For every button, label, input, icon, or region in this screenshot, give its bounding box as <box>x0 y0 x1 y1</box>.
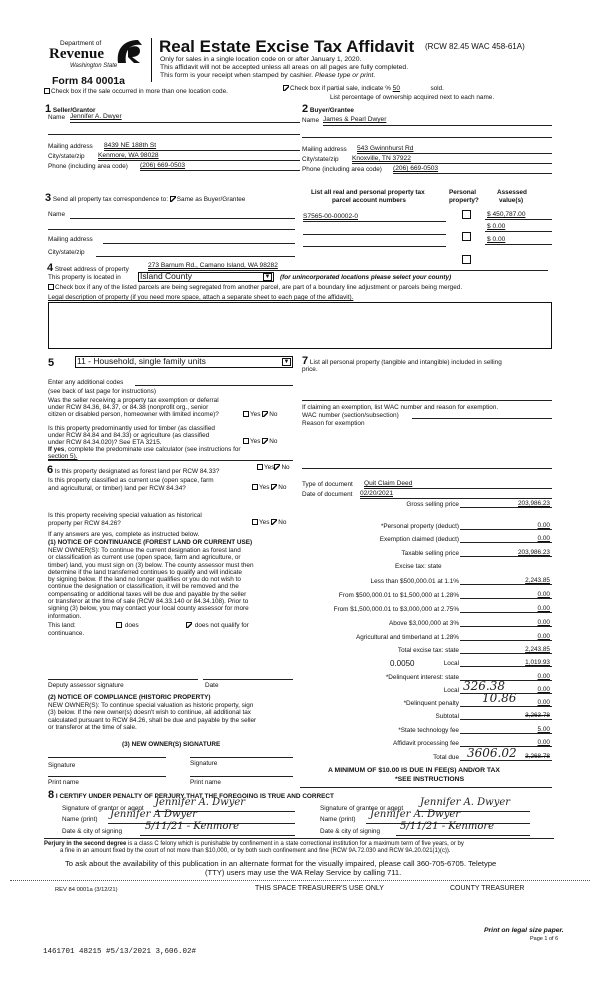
checkbox[interactable] <box>48 284 54 290</box>
handwritten-local-interest: 326.38 <box>463 679 505 693</box>
document-type-field[interactable]: Quit Claim Deed <box>364 480 413 487</box>
label: From $1,500,000.01 to $3,000,000 at 2.75% <box>333 605 459 613</box>
underline <box>48 134 300 135</box>
label: Deputy assessor signature <box>48 682 124 689</box>
partial-pct-field[interactable]: 50 <box>392 85 400 92</box>
label: No <box>278 519 287 526</box>
label: Check box if the sale occurred in more than one location code. <box>51 88 228 95</box>
correspondence-heading <box>45 192 245 205</box>
label: No <box>269 438 278 445</box>
underline <box>140 835 295 836</box>
label: Yes <box>259 519 270 526</box>
question: under RCW 84.36, 84.37, or 84.38 (nonprofit org., senior <box>48 404 209 411</box>
text-line: NEW OWNER(S): To continue the current designation as forest land <box>48 547 241 554</box>
partial-sale-check[interactable] <box>283 85 444 93</box>
tax-row-bracket-1 <box>300 576 552 585</box>
label: Name (print) <box>62 816 98 823</box>
use-code-value: 11 - Household, single family units <box>77 356 206 367</box>
minimum-notice: A MINIMUM OF $10.00 IS DUE IN FEE(S) AND/OR TAX <box>328 767 500 774</box>
buyer-city-field[interactable]: Knoxville, TN 37922 <box>352 155 411 162</box>
label: Mailing address <box>48 236 93 243</box>
seller-phone-field[interactable]: (206) 669-0503 <box>140 162 186 169</box>
tax-row-bracket-3 <box>300 604 552 613</box>
forest-question <box>47 464 219 477</box>
label: Name <box>48 211 66 218</box>
value[interactable]: 0.00 <box>460 673 552 681</box>
section-number: 6 <box>47 464 54 476</box>
buyer-phone-field[interactable]: (206) 669-0503 <box>393 165 439 172</box>
label: Same as Buyer/Grantee <box>176 196 246 203</box>
label: *Delinquent penalty <box>403 699 459 707</box>
text-line: timber) land, you must sign on (3) below. The county assessor must then <box>48 561 254 569</box>
ownership-note: List percentage of ownership acquired next to each name. <box>330 94 495 101</box>
label: Check box if any of the listed parcels are being segregated from another parcel, are part of a boundary line adjustment or parcels being merged. <box>55 284 463 291</box>
heading: Buyer/Grantee <box>309 107 354 114</box>
section-number: 3 <box>45 192 52 204</box>
underline <box>98 160 300 161</box>
label: If claiming an exemption, list WAC number and reason for exemption. <box>302 404 499 411</box>
chevron-down-icon[interactable]: ▼ <box>283 358 290 365</box>
label: This land: <box>48 622 76 629</box>
underline <box>364 488 552 489</box>
tax-row-local <box>300 658 552 667</box>
buyer-mail-field[interactable]: 543 Gwinnhurst Rd <box>357 145 414 152</box>
text-line: by signing below. If the land no longer qualifies or you do not wish to <box>48 576 241 584</box>
label: Less than $500,000.01 at 1.1% <box>370 577 459 585</box>
label: Yes <box>250 438 261 445</box>
instruction: If any answers are yes, complete as instructed below. <box>48 531 200 538</box>
label: This property is located in <box>48 274 121 281</box>
label: Name (print) <box>320 816 356 823</box>
text-line: determine if the land transferred continues to qualify and will indicate <box>48 568 242 576</box>
parcel-header: List all real and personal property tax <box>311 189 425 196</box>
street-address-field[interactable]: 273 Barnum Rd., Camano Island, WA 98282 <box>148 262 278 269</box>
local-rate: 0.0050 <box>390 659 415 668</box>
label: Taxable selling price <box>401 549 459 557</box>
new-owner-signature-field[interactable] <box>190 757 293 758</box>
underline <box>104 150 300 151</box>
label: Name <box>48 114 66 121</box>
use-code-select[interactable] <box>75 356 293 368</box>
label: Perjury in the second degree <box>44 841 127 847</box>
new-owner-print-field[interactable] <box>190 776 293 777</box>
legal-description-field[interactable] <box>48 302 552 349</box>
buyer-name-field[interactable]: James & Pearl Dwyer <box>323 116 387 123</box>
assessed-value-field[interactable]: $ 0.00 <box>487 236 506 243</box>
label: I CERTIFY UNDER PENALTY OF PERJURY THAT THE FOREGOING IS TRUE AND CORRECT <box>55 793 334 800</box>
value[interactable]: 0.00 <box>460 633 552 641</box>
tax-row-gross <box>300 499 552 508</box>
seller-city-field[interactable]: Kenmore, WA 98028 <box>98 152 159 159</box>
yes-checkbox[interactable] <box>252 519 258 525</box>
text-line: or classification as current use (open space, farm and agriculture, or <box>48 554 241 562</box>
cashier-stamp: 1461701 48215 #5/13/2021 3,606.02# <box>43 948 197 956</box>
handwritten-penalty: 10.86 <box>482 691 517 705</box>
personal-property-checkbox[interactable] <box>462 255 471 264</box>
assessed-header: Assessed <box>497 189 527 196</box>
underline <box>303 221 446 222</box>
grantee-signature-field[interactable]: Jennifer A. Dwyer <box>420 797 511 808</box>
logo-revenue: Revenue <box>49 46 104 62</box>
divider <box>300 787 552 788</box>
form-number: Form 84 0001a <box>52 75 125 87</box>
text-line: NEW OWNER(S): To continue special valuation as historic property, sign <box>48 702 254 709</box>
underline <box>70 122 300 123</box>
underline <box>396 835 530 836</box>
label: Affidavit processing fee <box>393 739 459 747</box>
label: Date & city of signing <box>62 828 123 835</box>
divider <box>44 838 554 839</box>
county-value: Island County <box>140 271 192 282</box>
underline <box>485 231 552 232</box>
see-instructions: *SEE INSTRUCTIONS <box>395 776 465 783</box>
label: *State technology fee <box>398 726 459 734</box>
question: Is this property predominantly used for timber (as classified <box>48 425 215 432</box>
notice-continuance-text <box>48 547 254 620</box>
street-label <box>47 262 129 275</box>
underline <box>323 125 552 126</box>
new-owner-signature-heading: (3) NEW OWNER(S) SIGNATURE <box>122 741 221 748</box>
value[interactable]: 0.00 <box>460 686 552 694</box>
label: Signature of grantee or agent <box>320 805 404 812</box>
text-line: signing (3) below, you may contact your local county assessor for more <box>48 605 249 613</box>
label: From $500,000.01 to $1,500,000 at 1.28% <box>338 591 459 599</box>
question: under RCW 84.34.020)? See ETA 3215. <box>48 439 162 446</box>
underline <box>140 170 300 171</box>
revision: REV 84 0001a (3/12/21) <box>55 887 118 893</box>
parcel-account-field[interactable] <box>303 234 446 235</box>
label: Name <box>302 117 320 124</box>
legal-description-label: Legal description of property (if you need more space, attach a separate sheet to each page of the affidavit). <box>48 294 354 301</box>
label: WAC number (section/subsection) <box>302 412 399 419</box>
label: Phone (including area code) <box>302 166 382 173</box>
value[interactable]: 203,986.23 <box>460 549 552 557</box>
checkbox[interactable] <box>44 88 50 94</box>
county-treasurer-label: COUNTY TREASURER <box>450 885 525 892</box>
label: does not qualify for <box>194 622 249 629</box>
text-line: compensating or additional taxes will be due and payable by the seller <box>48 590 247 598</box>
personal-property-label <box>302 355 502 368</box>
label: Above $3,000,000 at 3% <box>389 619 459 627</box>
alternate-format-notice: To ask about the availability of this publication in an alternate format for the visually impaired, please call 360-705-6705. Teletype <box>65 859 497 868</box>
label: No <box>281 464 290 471</box>
tax-row-bracket-2 <box>300 590 552 599</box>
tax-row-agricultural <box>300 632 552 641</box>
multi-location-check[interactable] <box>44 88 228 95</box>
logo-dept: Department of <box>60 40 102 47</box>
personal-property-checkbox[interactable] <box>462 210 471 219</box>
type-note: Please type or print. <box>314 72 376 79</box>
label: City/state/zip <box>48 153 85 160</box>
label: Exemption claimed (deduct) <box>379 535 459 543</box>
value[interactable]: 0.00 <box>460 699 552 707</box>
label: does <box>124 622 139 629</box>
value[interactable]: 0.00 <box>460 605 552 613</box>
question: property per RCW 84.26? <box>48 520 121 527</box>
personal-property-field[interactable] <box>302 400 552 401</box>
dotted-divider <box>10 880 590 881</box>
underline <box>48 229 295 230</box>
tax-row-tech-fee <box>300 725 552 734</box>
label: Phone (including area code) <box>48 163 128 170</box>
label: Total due <box>433 753 459 761</box>
label: Date & city of signing <box>320 828 381 835</box>
label: List all personal property (tangible and intangible) included in selling <box>309 359 502 366</box>
grantor-name-field[interactable]: Jennifer A Dwyer <box>110 809 197 820</box>
label: If yes <box>48 446 65 453</box>
chevron-down-icon[interactable]: ▼ <box>264 273 271 280</box>
grantor-date-city-field[interactable]: 5/11/21 - Kenmore <box>145 821 240 832</box>
underline <box>485 244 552 245</box>
label: , complete the predominate use calculator (see instructions for <box>64 446 241 453</box>
label: Type of document <box>302 481 353 488</box>
exemption-yes-no <box>243 411 277 418</box>
text-line: (3) below. If the new owner(s) doesn't wish to continue, all additional tax <box>48 709 251 717</box>
personal-header: Personal <box>449 189 476 196</box>
label: Check box if partial sale, indicate % <box>290 85 393 92</box>
parcel-account-field[interactable]: S7565-00-00002-0 <box>303 213 358 220</box>
label: price. <box>302 366 318 373</box>
text-line: or transferor at the time of sale. <box>48 723 137 731</box>
header-divider <box>151 38 152 82</box>
header-note-1: Only for sales in a single location code on or after January 1, 2020. <box>160 56 362 63</box>
assessed-value-field[interactable]: $ 450,787.00 <box>487 211 526 218</box>
label: Yes <box>259 484 270 491</box>
section-number: 1 <box>45 103 52 115</box>
tax-row-personal <box>300 521 552 530</box>
label: Local <box>443 659 459 667</box>
no-checkbox[interactable] <box>271 519 277 525</box>
no-checkbox[interactable] <box>262 411 268 417</box>
section-number: 4 <box>47 262 54 274</box>
seller-mail-field[interactable]: 8439 NE 188th St <box>104 142 157 149</box>
parcel-header: parcel account numbers <box>332 197 406 204</box>
underline <box>357 153 552 154</box>
seller-name-field[interactable]: Jennifer A. Dwyer <box>70 113 122 120</box>
value[interactable]: 0.00 <box>460 591 552 599</box>
section-number: 2 <box>302 103 309 115</box>
no-checkbox[interactable] <box>262 438 268 444</box>
value[interactable]: 0.00 <box>460 739 552 747</box>
label: Send all property tax correspondence to: <box>52 196 170 203</box>
value[interactable]: 1,019.93 <box>460 659 552 667</box>
deputy-signature-field[interactable] <box>48 679 198 680</box>
label: Date <box>205 682 219 689</box>
label: Total excise tax: state <box>397 646 459 654</box>
section-number: 7 <box>302 355 309 367</box>
label: Reason for exemption <box>302 420 365 427</box>
yes-checkbox[interactable] <box>252 484 258 490</box>
wac-number-field[interactable] <box>412 418 552 419</box>
timber-yes-no <box>243 438 277 445</box>
corr-mail-field[interactable] <box>103 243 295 244</box>
label: is a class C felony which is punishable by confinement in a state correctional institution for a maximum term of five years, or by <box>126 841 464 847</box>
value[interactable]: 2,243.85 <box>460 646 552 654</box>
label: Yes <box>250 411 261 418</box>
tax-row-exemption <box>300 534 552 543</box>
new-owner-signature-field[interactable] <box>48 757 166 758</box>
perjury-notice <box>44 841 464 848</box>
buyer-heading <box>302 103 354 116</box>
label: Subtotal <box>435 712 459 720</box>
text-line: calculated pursuant to RCW 84.26, shall be due and payable by the seller <box>48 716 257 724</box>
new-owner-print-field[interactable] <box>48 776 166 777</box>
yes-checkbox[interactable] <box>257 464 263 470</box>
assessed-header: value(s) <box>499 197 524 204</box>
tax-row-delinquent-state <box>300 672 552 681</box>
perjury-notice-2: a fine in an amount fixed by the court of not more than $10,000, or by both such confinement and fine (RCW 9A.72.030 and RCW 9A.20.021(1)(c)). <box>60 848 451 854</box>
label: Street address of property <box>54 266 129 273</box>
deputy-date-field[interactable] <box>203 679 293 680</box>
label: Signature <box>48 762 76 769</box>
personal-header: property? <box>449 197 479 204</box>
document-date-field[interactable]: 02/20/2021 <box>360 490 394 497</box>
value[interactable]: 3,268.78 <box>460 753 552 761</box>
page-number: Page 1 of 6 <box>530 936 559 942</box>
label: Agricultural and timberland at 1.28% <box>355 633 459 641</box>
label: No <box>278 484 287 491</box>
label: sold. <box>430 85 444 92</box>
underline <box>352 163 552 164</box>
historic-yes-no <box>252 519 286 526</box>
yes-checkbox[interactable] <box>243 411 249 417</box>
same-as-buyer-checkbox[interactable] <box>170 196 176 202</box>
relay-notice: (TTY) users may use the WA Relay Service by calling 711. <box>205 868 402 877</box>
notice-continuance-heading: (1) NOTICE OF CONTINUANCE (FOREST LAND OR CURRENT USE) <box>48 539 253 546</box>
excise-state-label: Excise tax: state <box>395 563 442 570</box>
header-note-3 <box>160 72 375 80</box>
grantee-name-field[interactable]: Jennifer A. Dwyer <box>370 809 461 820</box>
label: Signature of grantor or agent <box>62 805 144 812</box>
segregated-check[interactable] <box>48 284 462 291</box>
value[interactable]: 0.00 <box>460 619 552 627</box>
value[interactable]: 5.00 <box>460 726 552 734</box>
value[interactable]: 3,263.78 <box>460 712 552 720</box>
question: under RCW 84.84 and 84.33) or agriculture (as classified <box>48 432 210 439</box>
label: Date of document <box>302 491 353 498</box>
text-line: information. <box>48 612 82 620</box>
tax-row-bracket-4 <box>300 618 552 627</box>
label: continuance. <box>48 630 85 637</box>
no-checkbox[interactable] <box>274 464 280 470</box>
header-note-2: This affidavit will not be accepted unless all areas on all pages are fully completed. <box>160 64 409 71</box>
value[interactable]: 0.00 <box>460 535 552 543</box>
form-rcw: (RCW 82.45 WAC 458-61A) <box>425 42 525 51</box>
question: and agricultural, or timber) land per RCW 84.34? <box>48 485 186 492</box>
treasurer-use-label: THIS SPACE TREASURER'S USE ONLY <box>255 885 384 892</box>
tax-row-subtotal <box>300 711 552 720</box>
label: City/state/zip <box>302 156 339 163</box>
label: Mailing address <box>48 143 93 150</box>
underline <box>485 219 552 220</box>
checkbox[interactable] <box>116 622 122 628</box>
label: section 5). <box>48 453 78 460</box>
does-qualify-check[interactable] <box>116 622 139 629</box>
forest-yes-no <box>257 464 290 471</box>
label: City/state/zip <box>48 249 85 256</box>
question: Is this property designated as forest land per RCW 84.33? <box>54 468 220 475</box>
notice-compliance-heading: (2) NOTICE OF COMPLIANCE (HISTORIC PROPERTY) <box>48 694 211 701</box>
label: Print name <box>190 779 221 786</box>
checkbox-checked[interactable] <box>186 622 192 628</box>
label: Signature <box>190 760 218 767</box>
label: (see back of last page for instructions) <box>48 388 156 395</box>
checkbox-checked[interactable] <box>283 85 289 91</box>
tax-row-total-state <box>300 645 552 654</box>
corr-name-field[interactable] <box>70 218 295 219</box>
section-number: 8 <box>48 789 55 801</box>
grantor-signature-field[interactable]: Jennifer A. Dwyer <box>155 797 246 808</box>
section-number: 5 <box>48 357 55 369</box>
logo-state: Washington State <box>70 63 118 69</box>
parcel-account-field[interactable] <box>303 246 446 247</box>
label: Print name <box>48 779 79 786</box>
corr-city-field[interactable] <box>96 256 295 257</box>
label: Enter any additional codes <box>48 379 124 386</box>
no-checkbox[interactable] <box>271 484 277 490</box>
handwritten-total-due: 3606.02 <box>467 746 517 760</box>
county-note: (for unincorporated locations please select your county) <box>280 274 452 281</box>
exemption-reason-field[interactable] <box>302 468 552 469</box>
tax-row-taxable <box>300 548 552 557</box>
does-not-qualify-check[interactable] <box>186 622 249 629</box>
value[interactable]: 2,243.85 <box>460 577 552 585</box>
label: Local <box>443 686 459 694</box>
heading: Seller/Grantor <box>52 107 96 114</box>
revenue-logo-icon <box>114 37 144 65</box>
county-select[interactable] <box>138 272 274 282</box>
divider <box>48 460 293 461</box>
question: citizen or disabled person, homeowner with limited income)? <box>48 411 219 418</box>
value[interactable]: 0.00 <box>460 522 552 530</box>
form-title: Real Estate Excise Tax Affidavit <box>159 37 415 56</box>
label: Mailing address <box>302 146 347 153</box>
label: No <box>269 411 278 418</box>
grantee-date-city-field[interactable]: 5/11/21 - Kenmore <box>400 821 495 832</box>
notice-compliance-text <box>48 702 256 731</box>
additional-codes-field[interactable] <box>135 385 293 386</box>
label: Gross selling price <box>406 500 459 508</box>
text-line: continue the designation or classification, it will be removed and the <box>48 583 239 591</box>
underline <box>302 137 552 138</box>
underline <box>393 173 552 174</box>
assessed-value-field[interactable]: $ 0.00 <box>487 223 506 230</box>
question: Was the seller receiving a property tax exemption or deferral <box>48 397 219 404</box>
label: *Personal property (deduct) <box>380 522 459 530</box>
underline <box>148 270 548 271</box>
yes-checkbox[interactable] <box>243 438 249 444</box>
question: Is this property receiving special valuation as historical <box>48 512 202 519</box>
current-use-yes-no <box>252 484 286 491</box>
text-line: or transferor at the time of sale (RCW 84.33.140 or 84.34.108). Prior to <box>48 598 249 606</box>
receipt-note: This form is your receipt when stamped by cashier. <box>160 72 315 79</box>
value[interactable]: 203,986.23 <box>460 500 552 508</box>
label: *Delinquent interest: state <box>385 673 459 681</box>
label: Yes <box>264 464 275 471</box>
question: Is this property classified as current use (open space, farm <box>48 477 214 484</box>
personal-property-checkbox[interactable] <box>462 232 471 241</box>
legal-paper-note: Print on legal size paper. <box>484 927 564 934</box>
